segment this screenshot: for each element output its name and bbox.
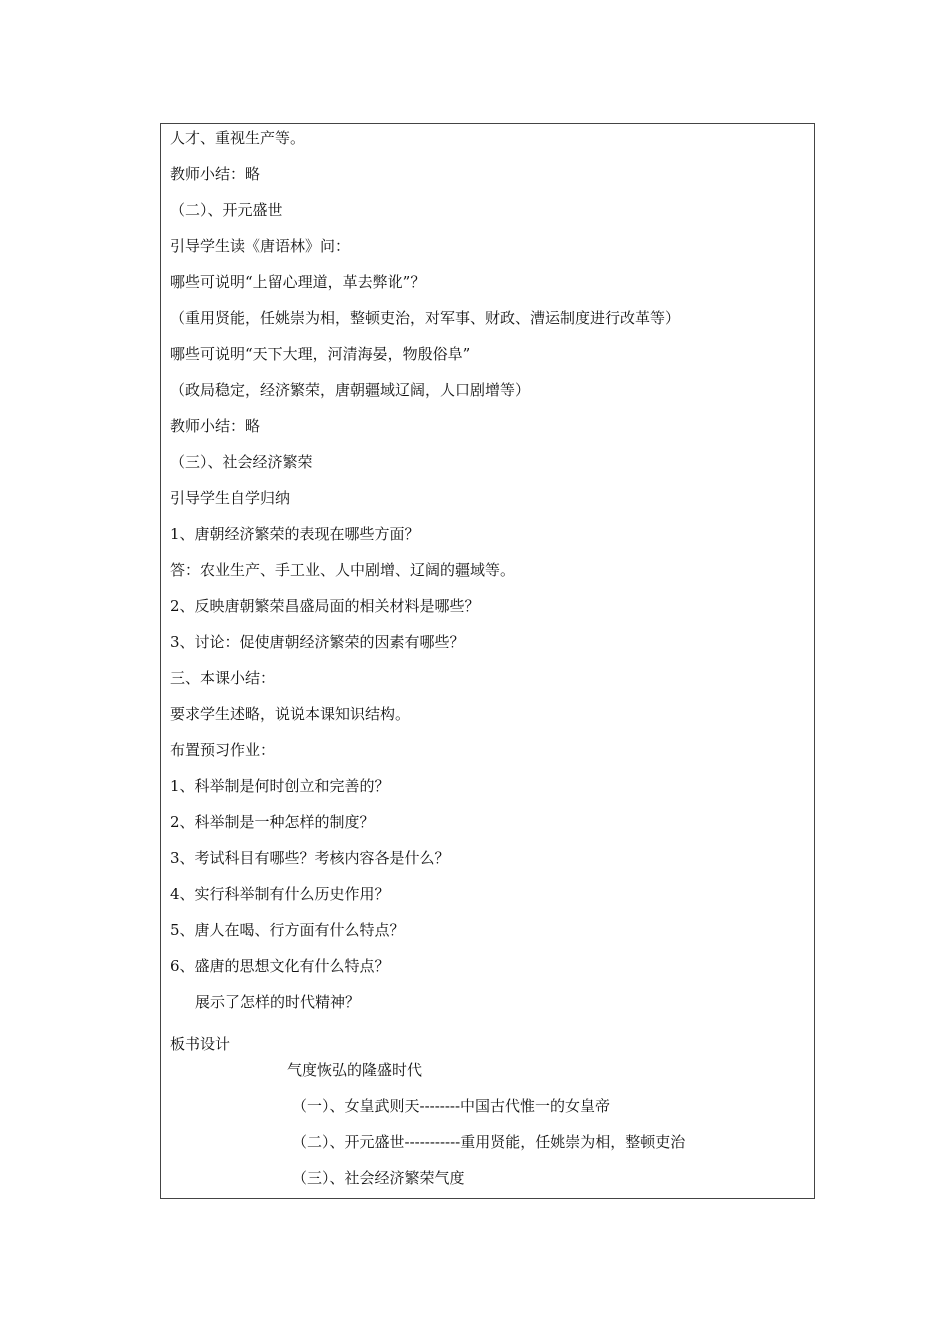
board-item: （一）、女皇武则天--------中国古代惟一的女皇帝: [292, 1097, 611, 1115]
section-heading: （二）、开元盛世: [170, 201, 283, 219]
text-line: 答：农业生产、手工业、人中剧增、辽阔的疆域等。: [170, 561, 516, 579]
text-line: 引导学生读《唐语林》问：: [170, 237, 351, 255]
list-item: 5、唐人在喝、行方面有什么特点？: [170, 921, 405, 939]
board-item: （三）、社会经济繁荣气度: [292, 1169, 465, 1187]
list-item: 2、科举制是一种怎样的制度？: [170, 813, 375, 831]
list-item: 4、实行科举制有什么历史作用？: [170, 885, 390, 903]
text-line: 哪些可说明“上留心理道，革去弊讹”？: [170, 273, 426, 291]
text-line: （政局稳定，经济繁荣，唐朝疆域辽阔，人口剧增等）: [170, 381, 531, 399]
board-title: 气度恢弘的隆盛时代: [287, 1061, 423, 1079]
text-line: 人才、重视生产等。: [170, 129, 306, 147]
section-heading: 三、本课小结：: [170, 669, 276, 687]
text-line: 教师小结：略: [170, 165, 261, 183]
board-item: （二）、开元盛世-----------重用贤能，任姚崇为相，整顿吏治: [292, 1133, 686, 1151]
list-item: 1、唐朝经济繁荣的表现在哪些方面？: [170, 525, 420, 543]
text-line: （重用贤能，任姚崇为相，整顿吏治，对军事、财政、漕运制度进行改革等）: [170, 309, 681, 327]
section-heading: （三）、社会经济繁荣: [170, 453, 313, 471]
text-line: 布置预习作业：: [170, 741, 276, 759]
list-item: 1、科举制是何时创立和完善的？: [170, 777, 390, 795]
text-line: 引导学生自学归纳: [170, 489, 291, 507]
text-line: 要求学生述略，说说本课知识结构。: [170, 705, 411, 723]
text-line: 教师小结：略: [170, 417, 261, 435]
list-item-continuation: 展示了怎样的时代精神？: [195, 993, 361, 1011]
text-line: 哪些可说明“天下大理，河清海晏，物殷俗阜”: [170, 345, 471, 363]
list-item: 6、盛唐的思想文化有什么特点？: [170, 957, 390, 975]
list-item: 3、讨论：促使唐朝经济繁荣的因素有哪些？: [170, 633, 465, 651]
list-item: 2、反映唐朝繁荣昌盛局面的相关材料是哪些？: [170, 597, 480, 615]
board-heading: 板书设计: [170, 1035, 231, 1053]
list-item: 3、考试科目有哪些？考核内容各是什么？: [170, 849, 450, 867]
